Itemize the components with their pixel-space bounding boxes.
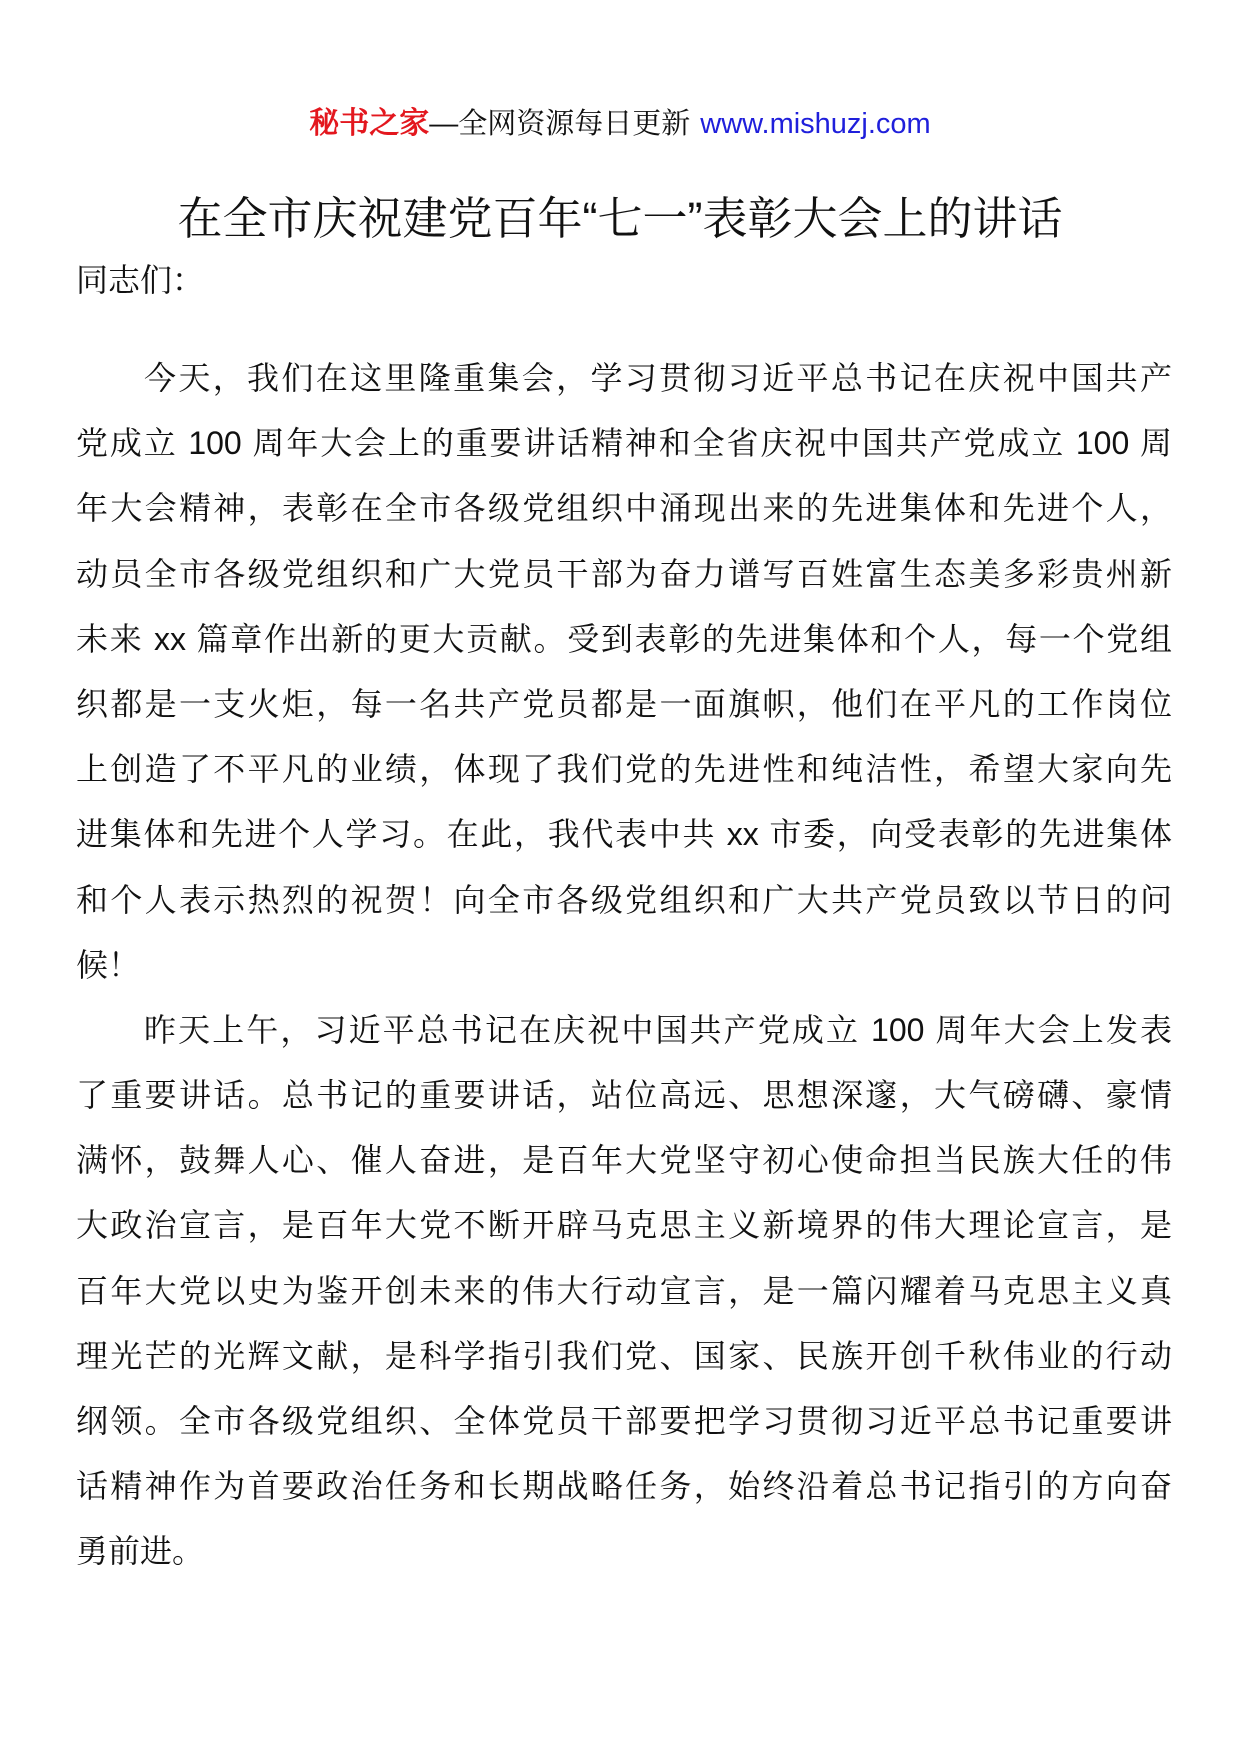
paragraph-line: 昨天上午，习近平总书记在庆祝中国共产党成立 100 周年大会上发表: [144, 1011, 1172, 1048]
paragraph-line: 动员全市各级党组织和广大党员干部为奋力谱写百姓富生态美多彩贵州新: [76, 555, 1172, 592]
paragraph-line: 大政治宣言，是百年大党不断开辟马克思主义新境界的伟大理论宣言，是: [76, 1207, 1172, 1244]
paragraph-line: 理光芒的光辉文献，是科学指引我们党、国家、民族开创千秋伟业的行动: [76, 1337, 1172, 1374]
brand-name: 秘书之家: [309, 107, 430, 140]
header-tagline: —全网资源每日更新: [429, 108, 691, 140]
paragraph-line: 和个人表示热烈的祝贺！向全市各级党组织和广大共产党员致以节日的问: [76, 881, 1172, 918]
paragraph-2: [76, 998, 1172, 1585]
paragraph-line: 上创造了不平凡的业绩，体现了我们党的先进性和纯洁性，希望大家向先: [76, 751, 1172, 788]
paragraph-line: 满怀，鼓舞人心、催人奋进，是百年大党坚守初心使命担当民族大任的伟: [76, 1142, 1172, 1179]
document-body: [76, 248, 1172, 1585]
paragraph-line: 勇前进。: [76, 1533, 205, 1570]
paragraph-line: 纲领。全市各级党组织、全体党员干部要把学习贯彻习近平总书记重要讲: [76, 1403, 1172, 1439]
site-header: [0, 102, 1240, 146]
document-title: 在全市庆祝建党百年“七一”表彰大会上的讲话: [177, 193, 1063, 244]
paragraph-line: 候！: [76, 946, 141, 983]
paragraph-line: 了重要讲话。总书记的重要讲话，站位高远、思想深邃，大气磅礴、豪情: [76, 1077, 1172, 1114]
paragraph-line: 织都是一支火炬，每一名共产党员都是一面旗帜，他们在平凡的工作岗位: [76, 685, 1172, 722]
salutation: 同志们：: [76, 262, 205, 298]
paragraph-line: 今天，我们在这里隆重集会，学习贯彻习近平总书记在庆祝中国共产: [144, 360, 1172, 396]
paragraph-line: 未来 xx 篇章作出新的更大贡献。受到表彰的先进集体和个人，每一个党组: [76, 620, 1172, 657]
paragraph-line: 进集体和先进个人学习。在此，我代表中共 xx 市委，向受表彰的先进集体: [76, 816, 1172, 853]
paragraph-line: 话精神作为首要政治任务和长期战略任务，始终沿着总书记指引的方向奋: [76, 1468, 1172, 1505]
paragraph-line: 百年大党以史为鉴开创未来的伟大行动宣言，是一篇闪耀着马克思主义真: [76, 1272, 1172, 1309]
site-url: www.mishuzj.com: [700, 108, 931, 140]
paragraph-line: 年大会精神，表彰在全市各级党组织中涌现出来的先进集体和先进个人，: [76, 490, 1172, 527]
paragraph-1: [76, 346, 1172, 998]
paragraph-line: 党成立 100 周年大会上的重要讲话精神和全省庆祝中国共产党成立 100 周: [76, 425, 1172, 462]
